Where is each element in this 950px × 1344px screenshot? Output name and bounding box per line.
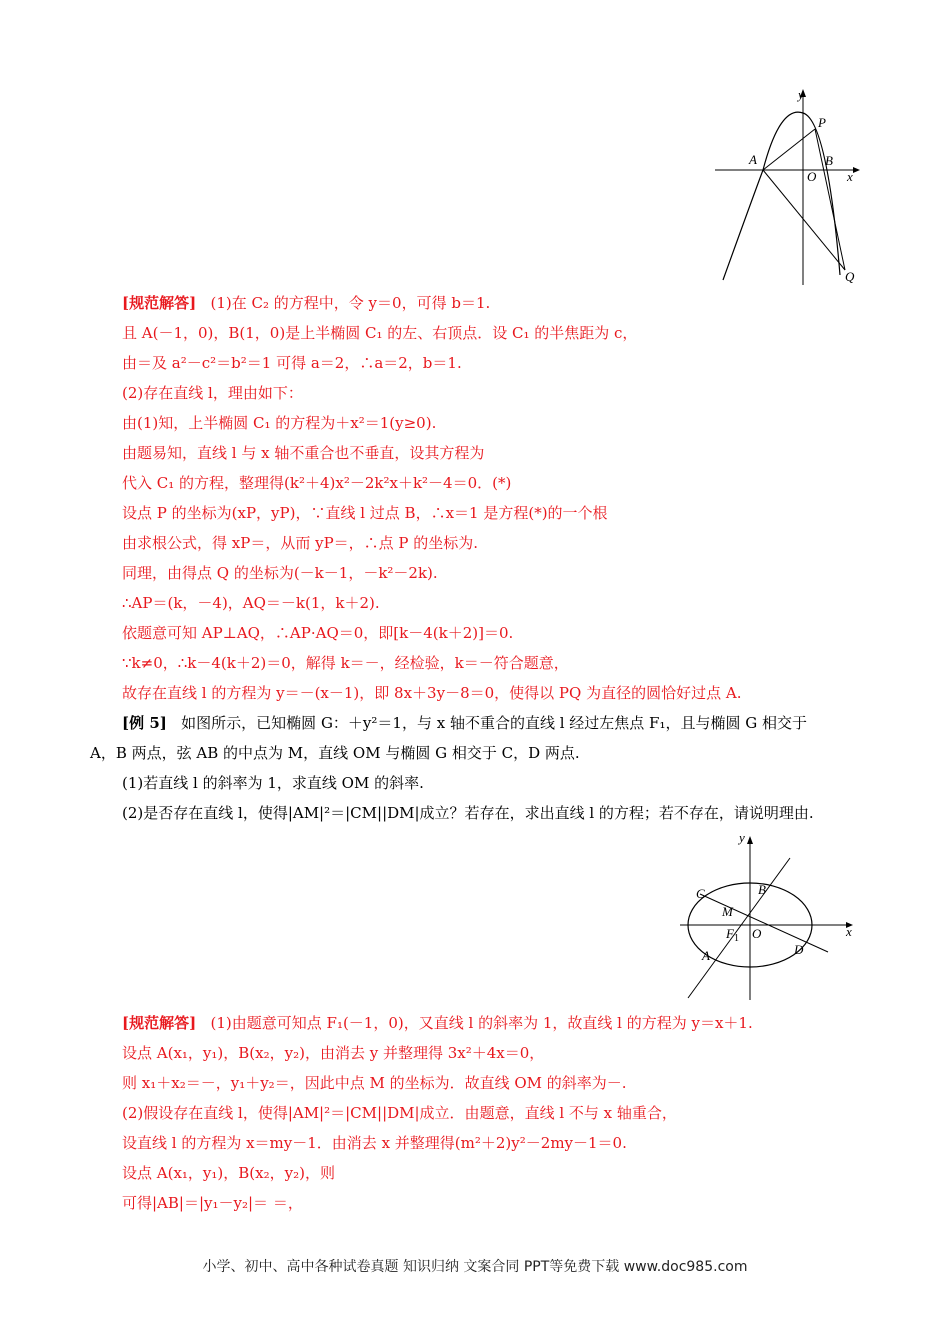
solution1-line-13: ∵k≠0，∴k－4(k＋2)＝0，解得 k＝－，经检验，k＝－符合题意， xyxy=(122,654,569,672)
solution2-line-3: 则 x₁＋x₂＝－，y₁＋y₂＝，因此中点 M 的坐标为．故直线 OM 的斜率为－. xyxy=(122,1074,627,1092)
solution1-line-10: 同理，由得点 Q 的坐标为(－k－1，－k²－2k). xyxy=(122,564,438,582)
line-PQ xyxy=(815,129,845,270)
example5-line-1 xyxy=(122,713,807,733)
fig2-label-D: D xyxy=(794,942,804,957)
figure-2 xyxy=(678,830,858,1005)
solution1-line-1 xyxy=(122,293,490,313)
solution2-line-6: 设点 A(x₁，y₁)，B(x₂，y₂)，则 xyxy=(122,1164,335,1182)
solution1-line-11: ∴AP＝(k，－4)，AQ＝－k(1，k＋2). xyxy=(122,594,380,612)
curve xyxy=(723,112,840,280)
fig2-label-F1-main: F xyxy=(726,926,734,941)
solution1-line-14: 故存在直线 l 的方程为 y＝－(x－1)，即 8x＋3y－8＝0，使得以 PQ 为直径的圆恰好过点 A. xyxy=(122,684,742,702)
fig1-label-x: x xyxy=(847,169,853,184)
solution1-line-4: (2)存在直线 l，理由如下： xyxy=(122,384,303,402)
fig1-label-B: B xyxy=(825,153,833,168)
fig2-label-F1-sub: 1 xyxy=(733,933,739,944)
fig1-label-y: y xyxy=(798,87,804,102)
example5-line-3: (1)若直线 l 的斜率为 1，求直线 OM 的斜率. xyxy=(122,774,424,792)
solution2-tag: [规范解答] xyxy=(122,1014,197,1032)
fig2-label-B: B xyxy=(758,882,766,897)
solution1-line-6: 由题易知，直线 l 与 x 轴不重合也不垂直，设其方程为 xyxy=(122,444,485,462)
example5-line-2: A，B 两点，弦 AB 的中点为 M，直线 OM 与椭圆 G 相交于 C，D 两点. xyxy=(90,744,580,762)
footer-text: 小学、初中、高中各种试卷真题 知识归纳 文案合同 PPT等免费下载 www.doc985.com xyxy=(202,1259,748,1275)
solution1-tag: [规范解答] xyxy=(122,294,197,312)
figure-2-svg xyxy=(678,830,858,1005)
solution1-line-7: 代入 C₁ 的方程，整理得(k²＋4)x²－2k²x＋k²－4＝0．(*) xyxy=(122,474,512,492)
solution2-line-5: 设直线 l 的方程为 x＝my－1．由消去 x 并整理得(m²＋2)y²－2my－1＝0. xyxy=(122,1134,627,1152)
solution2-line-2: 设点 A(x₁，y₁)，B(x₂，y₂)，由消去 y 并整理得 3x²＋4x＝0， xyxy=(122,1044,545,1062)
example5-tag: [例 5] xyxy=(122,714,167,732)
fig2-label-M: M xyxy=(722,904,733,919)
fig2-label-O: O xyxy=(752,926,762,941)
figure-1 xyxy=(715,85,865,290)
solution1-line-2: 且 A(－1，0)，B(1，0)是上半椭圆 C₁ 的左、右顶点．设 C₁ 的半焦距为 c， xyxy=(122,324,638,342)
x-axis-arrow xyxy=(853,167,860,173)
line-OM xyxy=(700,894,828,952)
solution2-text-1: (1)由题意可知点 F₁(－1，0)，又直线 l 的斜率为 1，故直线 l 的方程为 y＝x＋1. xyxy=(210,1014,753,1032)
fig1-label-Q: Q xyxy=(845,269,855,284)
solution1-line-9: 由求根公式，得 xP＝，从而 yP＝，∴点 P 的坐标为. xyxy=(122,534,479,552)
fig2-label-y: y xyxy=(739,830,745,845)
fig2-label-A: A xyxy=(702,948,710,963)
solution1-line-3: 由＝及 a²－c²＝b²＝1 可得 a＝2，∴a＝2，b＝1. xyxy=(122,354,462,372)
example5-text-1: 如图所示，已知椭圆 G：＋y²＝1，与 x 轴不重合的直线 l 经过左焦点 F₁，且与椭圆 G 相交于 xyxy=(181,714,807,732)
example5-line-4: (2)是否存在直线 l，使得|AM|²＝|CM||DM|成立？若存在，求出直线 l 的方程；若不存在，请说明理由. xyxy=(122,804,814,822)
fig1-label-P: P xyxy=(818,115,826,130)
solution1-text-1: (1)在 C₂ 的方程中，令 y＝0，可得 b＝1. xyxy=(210,294,491,312)
line-AQ xyxy=(763,170,845,270)
fig1-label-O: O xyxy=(807,169,817,184)
solution2-line-4: (2)假设存在直线 l，使得|AM|²＝|CM||DM|成立．由题意，直线 l 不与 x 轴重合， xyxy=(122,1104,677,1122)
fig2-label-F1 xyxy=(725,926,739,944)
solution1-line-5: 由(1)知，上半椭圆 C₁ 的方程为＋x²＝1(y≥0). xyxy=(122,414,437,432)
fig2-label-C: C xyxy=(696,886,705,901)
y-axis-arrow xyxy=(747,836,753,844)
solution1-line-12: 依题意可知 AP⊥AQ，∴AP·AQ＝0，即[k－4(k＋2)]＝0. xyxy=(122,624,514,642)
fig2-label-x: x xyxy=(846,924,852,939)
solution2-line-1 xyxy=(122,1013,753,1033)
solution2-line-7: 可得|AB|＝|y₁－y₂|＝ ＝， xyxy=(122,1194,303,1212)
figure-1-svg xyxy=(715,85,865,290)
line-AP xyxy=(763,129,815,170)
solution1-line-8: 设点 P 的坐标为(xP，yP)，∵直线 l 过点 B，∴x＝1 是方程(*)的一个根 xyxy=(122,504,608,522)
fig1-label-A: A xyxy=(749,152,757,167)
